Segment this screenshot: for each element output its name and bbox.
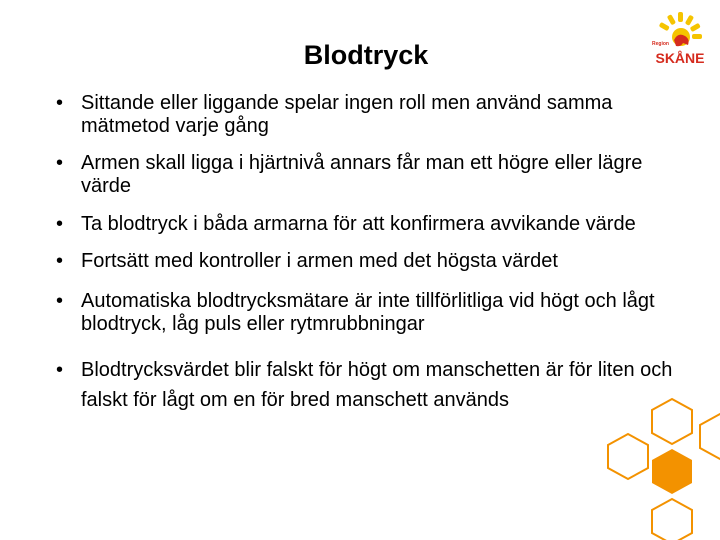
bullet-item: • Ta blodtryck i båda armarna för att konfirmera avvikande värde (56, 213, 676, 236)
bullet-item: • Blodtrycksvärdet blir falskt för högt om manschetten är för liten och falskt för lågt om en för bred manschett används (56, 355, 676, 415)
logo-region-text: Region (652, 41, 669, 47)
region-skane-logo (652, 10, 708, 70)
bullet-item: • Automatiska blodtrycksmätare är inte tillförlitliga vid högt och lågt blodtryck, låg puls eller rytmrubbningar (56, 290, 676, 336)
bullet-item: • Sittande eller liggande spelar ingen roll men använd samma mätmetod varje gång (56, 92, 676, 138)
hexagon-decoration (580, 390, 720, 540)
bullet-item: • Fortsätt med kontroller i armen med det högsta värdet (56, 250, 676, 273)
bullet-item: • Armen skall ligga i hjärtnivå annars får man ett högre eller lägre värde (56, 152, 676, 198)
logo-wordmark: SKÅNE (655, 50, 705, 66)
slide-title: Blodtryck (303, 40, 429, 70)
bullet-list (56, 92, 676, 415)
